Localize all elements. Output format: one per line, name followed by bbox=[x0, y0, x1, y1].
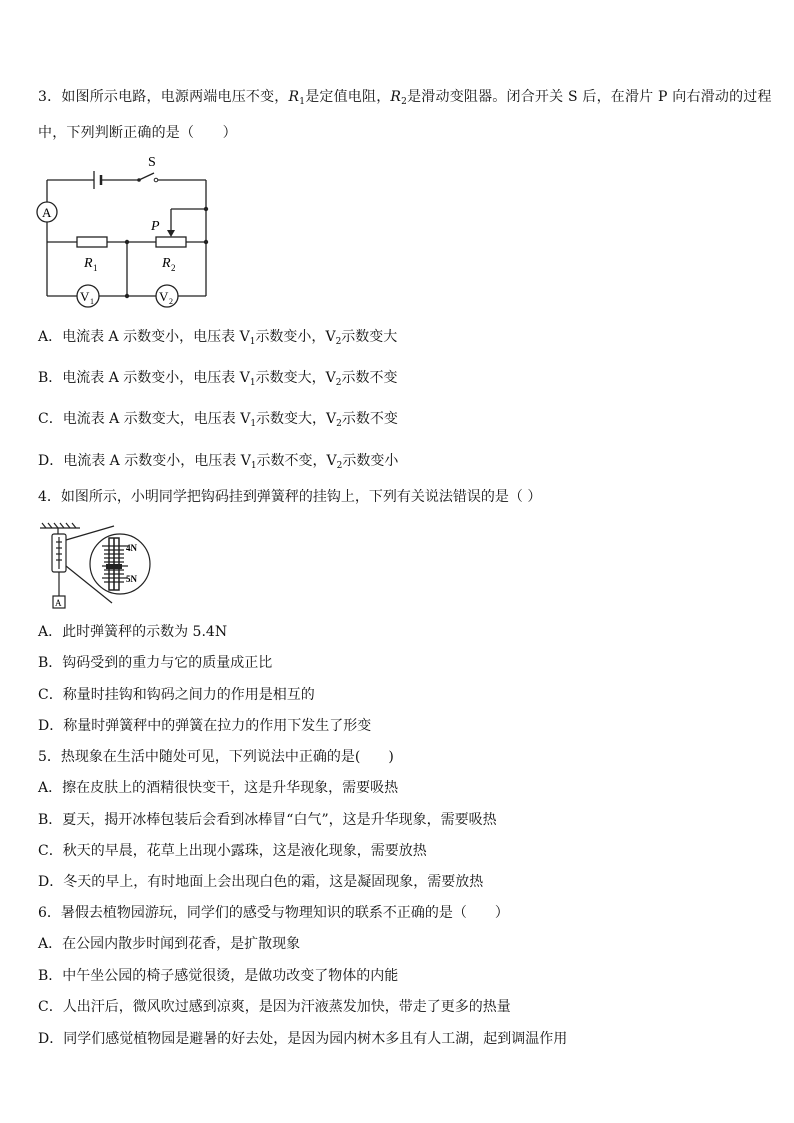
resistor-r2 bbox=[156, 237, 186, 247]
weight-label: A bbox=[55, 598, 62, 608]
q5-stem: 5．热现象在生活中随处可见，下列说法中正确的是( ) bbox=[38, 749, 394, 765]
q3-r1-symbol: R bbox=[288, 89, 300, 105]
q3-stem-line2: 中，下列判断正确的是（ ） bbox=[38, 125, 237, 141]
ammeter-label: A bbox=[42, 205, 52, 220]
r2-sub-label: 2 bbox=[171, 263, 176, 273]
v2-sub-label: 2 bbox=[169, 297, 173, 306]
switch-blade bbox=[139, 173, 154, 180]
q4-stem: 4．如图所示，小明同学把钩码挂到弹簧秤的挂钩上，下列有关说法错误的是（ ） bbox=[38, 489, 542, 505]
pointer-icon bbox=[106, 564, 122, 569]
slider-arrow-icon bbox=[167, 230, 175, 237]
q6-option-d: D．同学们感觉植物园是避暑的好去处，是因为园内树木多且有人工湖，起到调温作用 bbox=[38, 1031, 568, 1047]
q5-option-b: B．夏天，揭开冰棒包装后会看到冰棒冒“白气”，这是升华现象，需要吸热 bbox=[38, 812, 497, 828]
r2-label: R bbox=[162, 256, 171, 271]
q3-r1-subscript: 1 bbox=[299, 97, 306, 107]
q3-r2-subscript: 2 bbox=[401, 97, 408, 107]
slider-label: P bbox=[151, 219, 160, 234]
q3-stem-part: 是定值电阻， bbox=[305, 89, 391, 105]
r1-label: R bbox=[84, 256, 93, 271]
switch-label: S bbox=[148, 155, 156, 170]
q4-option-b: B．钩码受到的重力与它的质量成正比 bbox=[38, 655, 273, 671]
q4-option-d: D．称量时弹簧秤中的弹簧在拉力的作用下发生了形变 bbox=[38, 718, 372, 734]
q3-option-d: D．电流表 A 示数变小，电压表 $V_1$示数不变，$V_2$示数变小 bbox=[38, 453, 399, 471]
circuit-diagram bbox=[36, 152, 214, 306]
spring-scale-figure bbox=[38, 520, 150, 610]
q6-option-a: A．在公园内散步时闻到花香，是扩散现象 bbox=[38, 936, 301, 952]
scale-label-5n: 5N bbox=[126, 574, 137, 584]
q3-option-b: B．电流表 A 示数变小，电压表 $V_1$示数变大，$V_2$示数不变 bbox=[38, 370, 398, 388]
q6-stem: 6．暑假去植物园游玩，同学们的感受与物理知识的联系不正确的是（ ） bbox=[38, 905, 509, 921]
q3-stem-part: 是滑动变阻器。闭合开关 S 后，在滑片 P 向右滑动的过程 bbox=[407, 89, 772, 105]
q5-option-d: D．冬天的早上，有时地面上会出现白色的霜，这是凝固现象，需要放热 bbox=[38, 874, 484, 890]
q3-r2-symbol: R bbox=[390, 89, 402, 105]
q3-option-c: C．电流表 A 示数变大，电压表 $V_1$示数变大，$V_2$示数不变 bbox=[38, 411, 398, 429]
q3-number: 3． bbox=[38, 89, 62, 105]
q5-option-c: C．秋天的早晨，花草上出现小露珠，这是液化现象，需要放热 bbox=[38, 843, 427, 859]
r1-sub-label: 1 bbox=[93, 263, 98, 273]
v1-label: V bbox=[80, 289, 90, 304]
q3-stem-part: 如图所示电路，电源两端电压不变， bbox=[61, 89, 289, 105]
q6-option-b: B．中午坐公园的椅子感觉很烫，是做功改变了物体的内能 bbox=[38, 968, 399, 984]
v2-label: V bbox=[159, 289, 169, 304]
q4-option-a: A．此时弹簧秤的示数为 5.4N bbox=[38, 624, 228, 640]
scale-label-4n: 4N bbox=[126, 543, 137, 553]
q4-option-c: C．称量时挂钩和钩码之间力的作用是相互的 bbox=[38, 687, 315, 703]
q5-option-a: A．擦在皮肤上的酒精很快变干，这是升华现象，需要吸热 bbox=[38, 780, 399, 796]
q6-option-c: C．人出汗后，微风吹过感到凉爽，是因为汗液蒸发加快，带走了更多的热量 bbox=[38, 999, 511, 1015]
q3-stem-line1 bbox=[38, 87, 772, 112]
resistor-r1 bbox=[77, 237, 107, 247]
v1-sub-label: 1 bbox=[90, 297, 94, 306]
q3-option-a: A．电流表 A 示数变小，电压表 $V_1$示数变小，$V_2$示数变大 bbox=[38, 329, 398, 347]
